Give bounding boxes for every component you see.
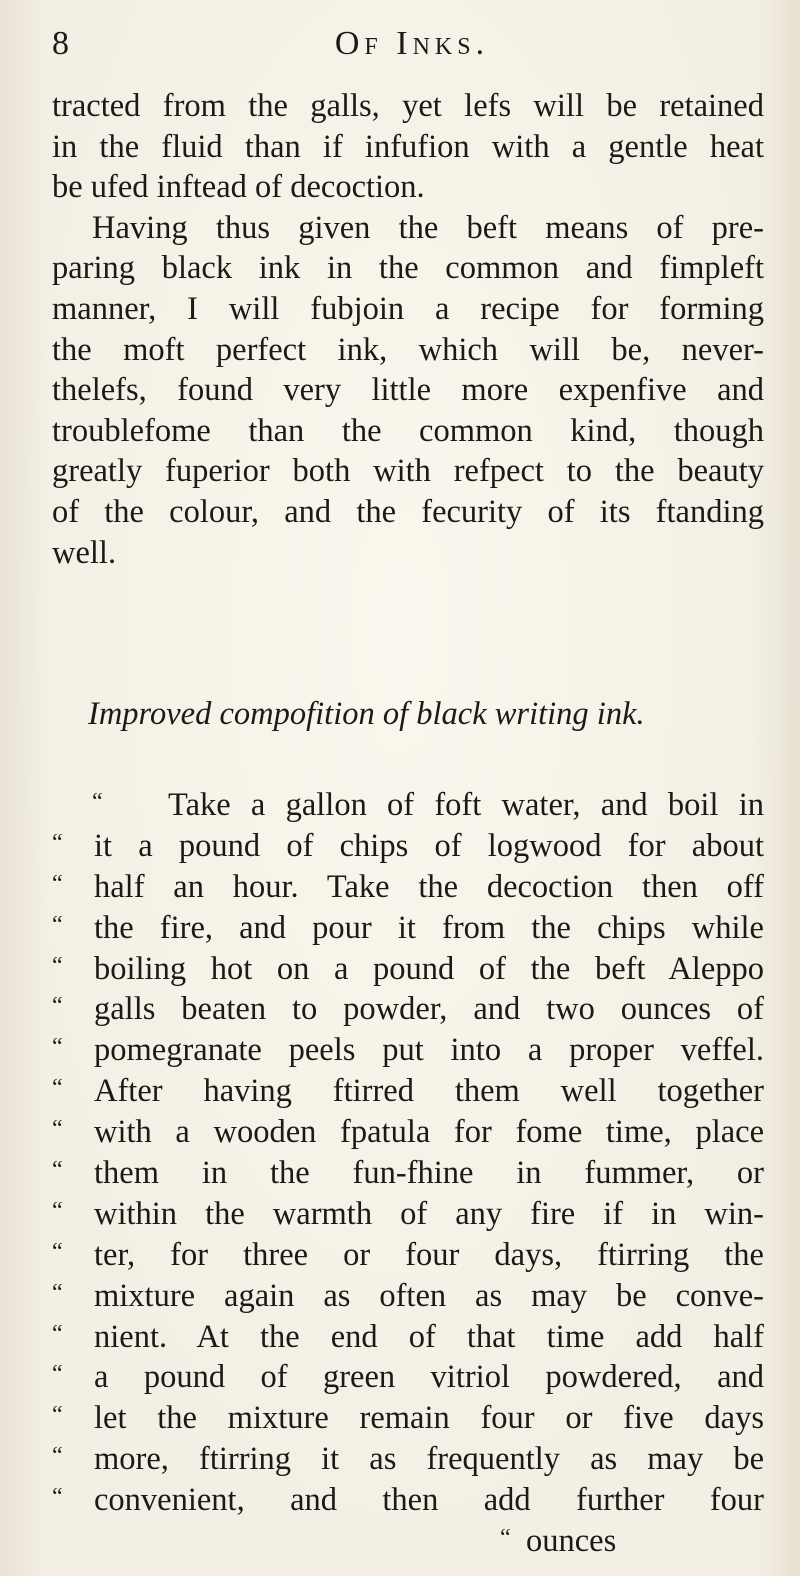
quote-line bbox=[52, 1030, 764, 1071]
quote-text: galls beaten to powder, and two ounces of bbox=[94, 991, 764, 1028]
quote-line bbox=[52, 1276, 764, 1317]
quote-line bbox=[52, 1439, 764, 1480]
text-line: in the fluid than if infufion with a gentle heat bbox=[52, 128, 764, 165]
quote-text: the fire, and pour it from the chips while bbox=[94, 909, 764, 946]
body-paragraph bbox=[52, 86, 764, 573]
text-line: be ufed inftead of decoction. bbox=[52, 169, 425, 206]
quote-text: half an hour. Take the decoction then off bbox=[94, 868, 764, 905]
quote-line bbox=[52, 826, 764, 867]
quote-mark: “ bbox=[52, 1238, 63, 1265]
quote-line bbox=[52, 785, 764, 826]
quote-text: Take a gallon of foft water, and boil in bbox=[168, 787, 764, 823]
catchword: ounces bbox=[526, 1523, 617, 1560]
quote-text: convenient, and then add further four bbox=[94, 1482, 764, 1519]
quote-line bbox=[52, 1480, 764, 1521]
text-line: Having thus given the beft means of pre- bbox=[92, 209, 764, 246]
quote-mark: “ bbox=[52, 952, 63, 979]
text-line: thelefs, found very little more expenfive and bbox=[52, 372, 764, 409]
quote-line bbox=[52, 1153, 764, 1194]
quote-mark: “ bbox=[52, 1279, 63, 1306]
text-line: paring black ink in the common and fimpleft bbox=[52, 250, 764, 287]
quote-line bbox=[52, 1235, 764, 1276]
quote-text: them in the fun-fhine in fummer, or bbox=[94, 1155, 764, 1192]
quote-mark: “ bbox=[52, 829, 63, 856]
quote-line bbox=[52, 1112, 764, 1153]
quote-line bbox=[52, 1398, 764, 1439]
text-line: of the colour, and the fecurity of its ftanding bbox=[52, 493, 764, 530]
quote-mark: “ bbox=[52, 1361, 63, 1388]
text-line: the moft perfect ink, which will be, never- bbox=[52, 331, 764, 368]
quote-line bbox=[52, 989, 764, 1030]
quote-text: mixture again as often as may be conve- bbox=[94, 1277, 764, 1314]
quote-text: nient. At the end of that time add half bbox=[94, 1318, 764, 1355]
quote-text: let the mixture remain four or five days bbox=[94, 1400, 764, 1437]
quote-text: it a pound of chips of logwood for about bbox=[94, 827, 764, 864]
quote-mark: “ bbox=[52, 1484, 63, 1511]
catchword-line bbox=[52, 1521, 764, 1562]
quote-mark: “ bbox=[52, 870, 63, 897]
quote-text: with a wooden fpatula for fome time, place bbox=[94, 1114, 764, 1151]
quote-text: pomegranate peels put into a proper veffel. bbox=[94, 1032, 764, 1069]
quote-mark: “ bbox=[52, 1157, 63, 1184]
quote-mark: “ bbox=[52, 1197, 63, 1224]
quote-mark: “ bbox=[52, 911, 63, 938]
quote-mark: “ bbox=[52, 1402, 63, 1429]
quote-mark: “ bbox=[52, 1034, 63, 1061]
page-header bbox=[52, 22, 752, 66]
quote-text: a pound of green vitriol powdered, and bbox=[94, 1359, 764, 1396]
quote-line bbox=[52, 949, 764, 990]
quote-line bbox=[52, 1317, 764, 1358]
quote-mark: “ bbox=[52, 1320, 63, 1347]
quote-mark: “ bbox=[52, 1443, 63, 1470]
quote-text: within the warmth of any fire if in win- bbox=[94, 1195, 764, 1232]
text-line: manner, I will fubjoin a recipe for forming bbox=[52, 290, 764, 327]
section-heading: Improved compofition of black writing ink. bbox=[88, 696, 645, 732]
text-line: greatly fuperior both with refpect to the beauty bbox=[52, 453, 764, 490]
page-number: 8 bbox=[52, 25, 69, 62]
recipe-quotation bbox=[52, 785, 764, 1562]
text-line: tracted from the galls, yet lefs will be retained bbox=[52, 88, 764, 124]
quote-text: ter, for three or four days, ftirring the bbox=[94, 1236, 764, 1273]
quote-text: After having ftirred them well together bbox=[94, 1073, 764, 1110]
quote-mark: “ bbox=[52, 993, 63, 1020]
running-head: Of Inks. bbox=[334, 25, 490, 62]
open-quote-mark: “ bbox=[92, 789, 103, 815]
text-line: well. bbox=[52, 534, 117, 571]
quote-line bbox=[52, 1071, 764, 1112]
quote-line bbox=[52, 867, 764, 908]
quote-line bbox=[52, 1357, 764, 1398]
quote-line bbox=[52, 908, 764, 949]
quote-text: boiling hot on a pound of the beft Aleppo bbox=[94, 950, 764, 987]
quote-mark: “ bbox=[52, 1075, 63, 1102]
quote-mark: “ bbox=[500, 1525, 511, 1552]
quote-text: more, ftirring it as frequently as may be bbox=[94, 1441, 764, 1478]
text-line: troublefome than the common kind, though bbox=[52, 412, 764, 449]
quote-mark: “ bbox=[52, 1116, 63, 1143]
quote-line bbox=[52, 1194, 764, 1235]
